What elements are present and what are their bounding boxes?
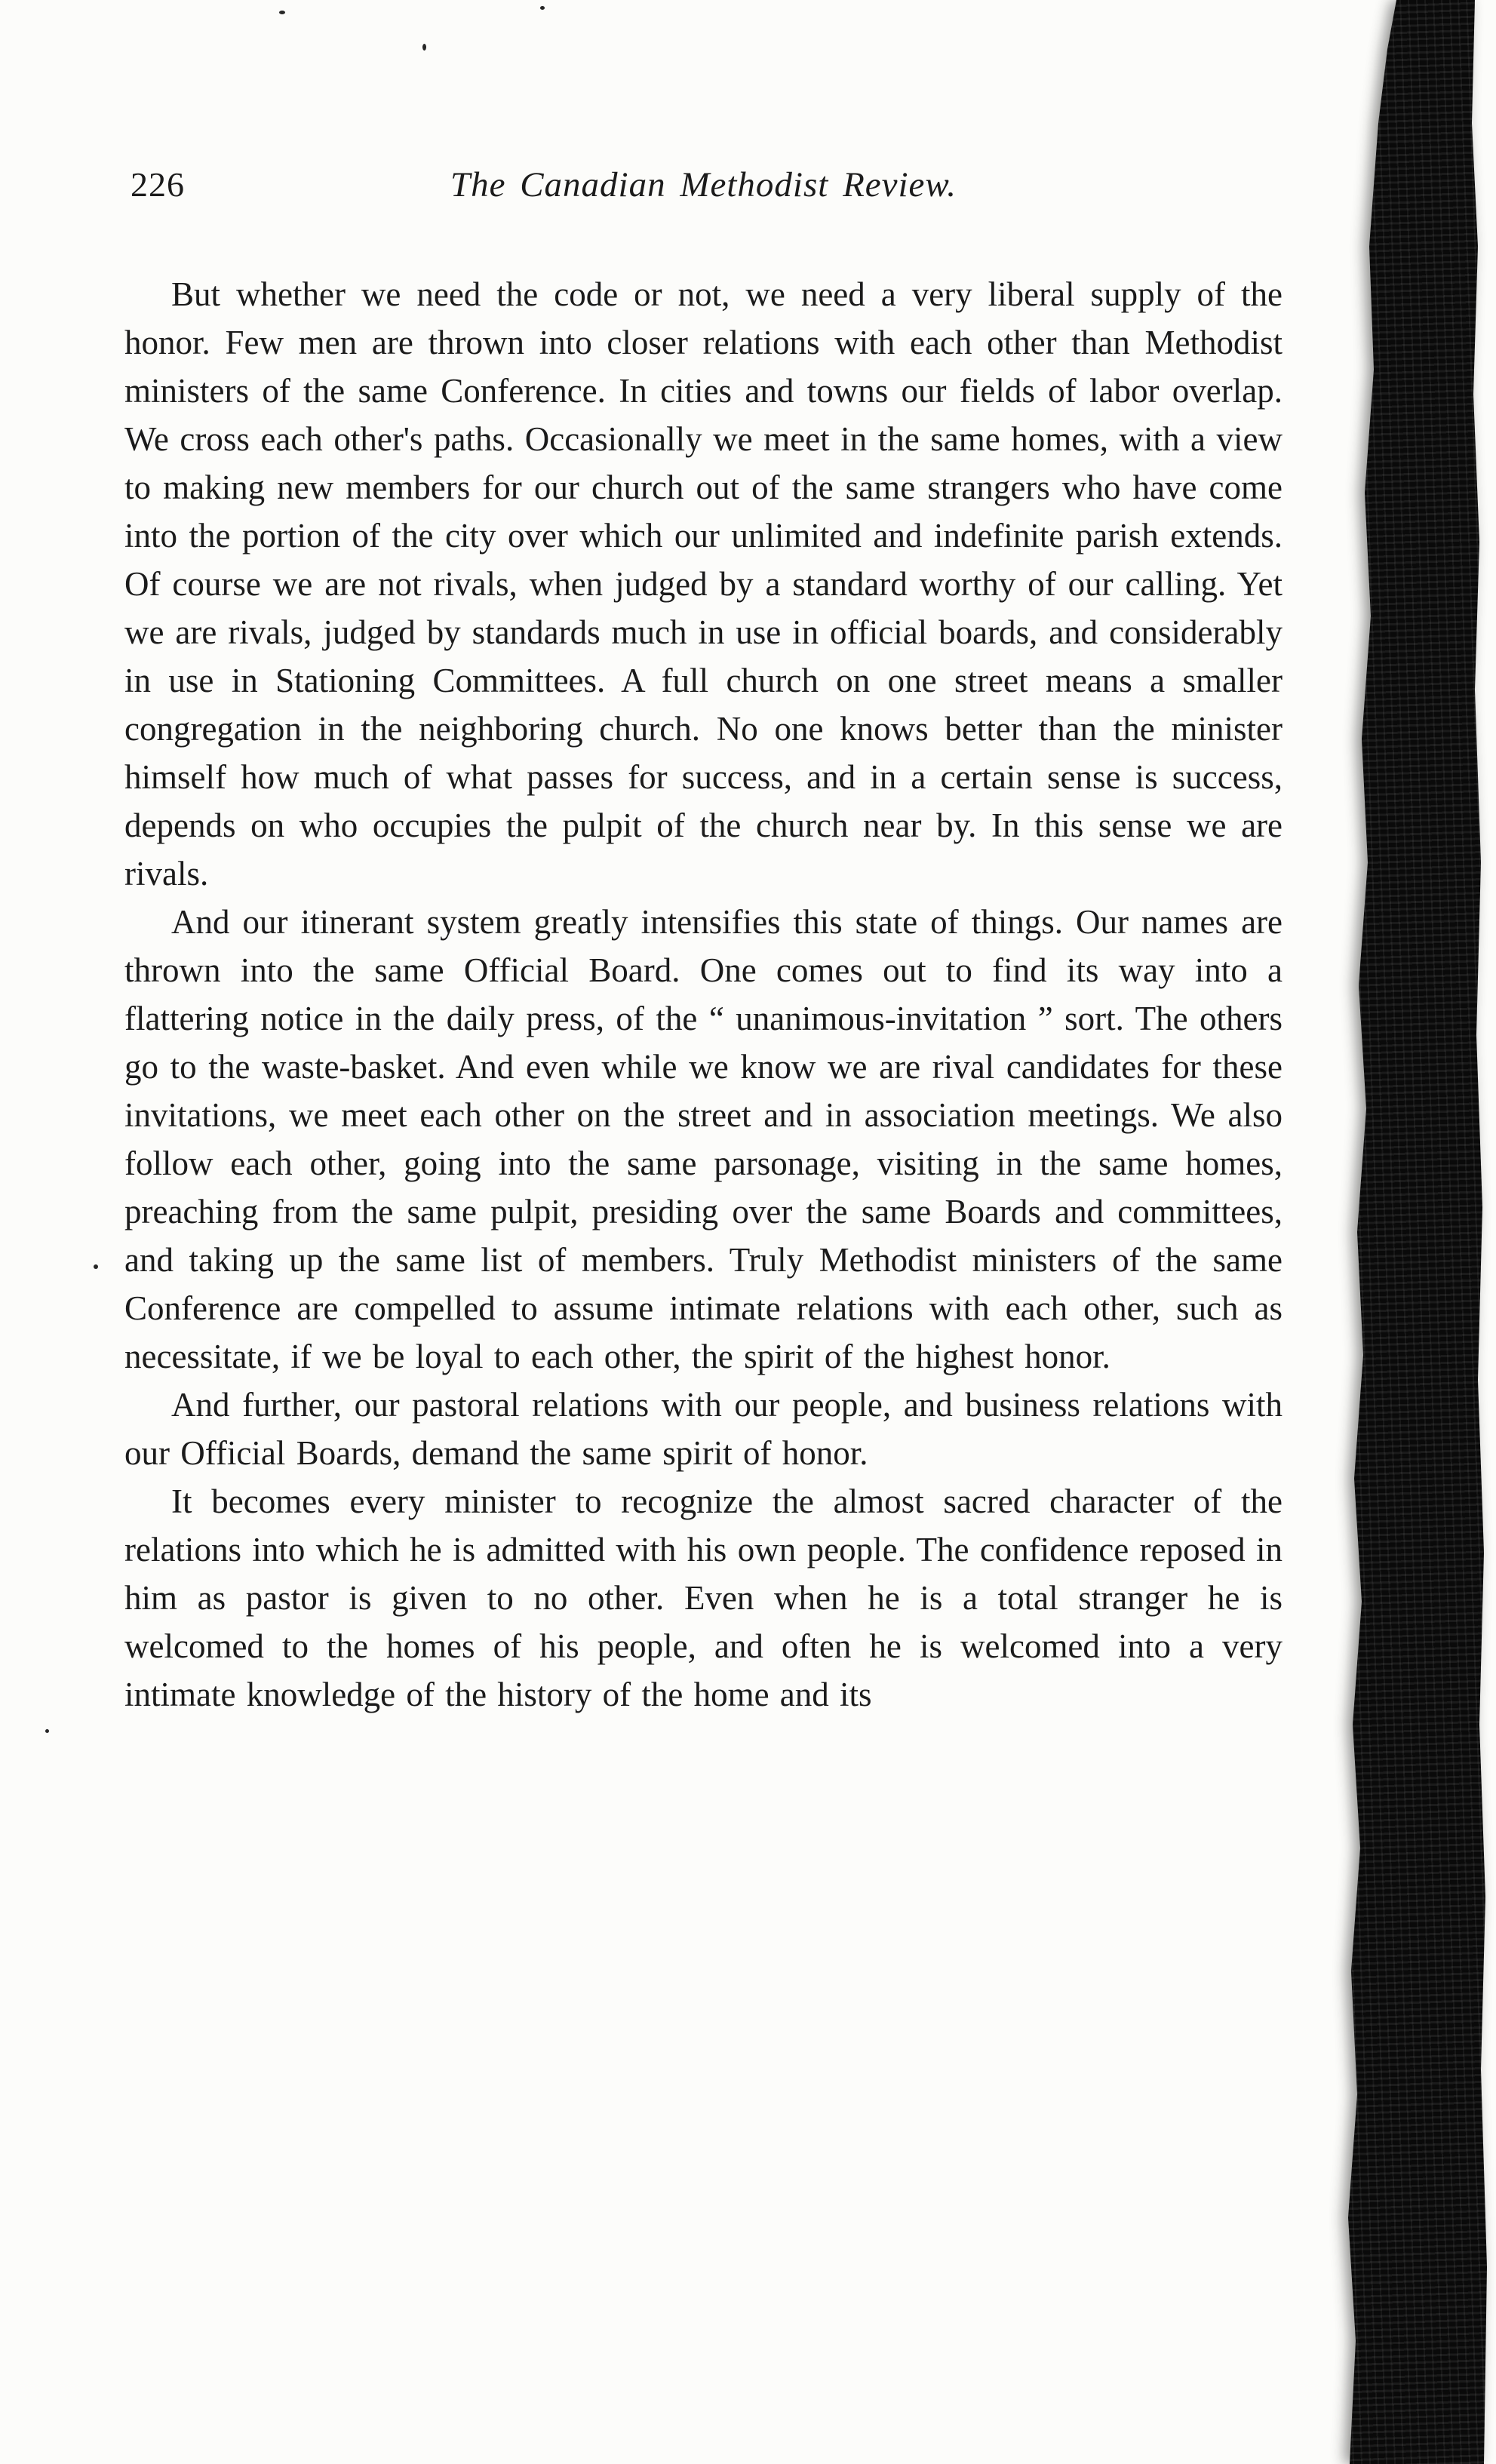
- text-block: [124, 164, 1283, 1719]
- book-gutter-shadow: [1270, 0, 1496, 2464]
- scan-speck: [45, 1729, 49, 1733]
- scan-speck: [94, 1264, 98, 1269]
- body-text: [124, 270, 1283, 1719]
- page-header: [124, 164, 1283, 217]
- running-title: The Canadian Methodist Review.: [450, 165, 957, 204]
- paragraph: And further, our pastoral relations with our people, and business relations with our Official Boards, demand the same spirit of honor.: [124, 1386, 1283, 1472]
- scan-speck: [422, 44, 426, 51]
- scan-gutter-band: [1336, 0, 1487, 2464]
- scan-speck: [279, 11, 285, 14]
- paragraph: It becomes every minister to recognize the almost sacred character of the relations into which he is admitted with his own people. The confidence reposed in him as pastor is given to no other. Even when he is a total stranger he is welcomed to the homes of his people, and often he is welcomed into a very intimate knowledge of the history of the home and its: [124, 1482, 1283, 1713]
- page-number: 226: [131, 165, 185, 204]
- scan-speck: [540, 6, 545, 10]
- paragraph: But whether we need the code or not, we need a very liberal supply of the honor. Few men are thrown into closer relations with each other than Methodist ministers of the same Conference. In cities and towns our fields of labor overlap. We cross each other's paths. Occasionally we meet in the same homes, with a view to making new members for our church out of the same strangers who have come into the portion of the city over which our unlimited and indefinite parish extends. Of course we are not rivals, when judged by a standard worthy of our calling. Yet we are rivals, judged by standards much in use in official boards, and considerably in use in Stationing Committees. A full church on one street means a smaller congregation in the neighboring church. No one knows better than the minister himself how much of what passes for success, and in a certain sense is success, depends on who occupies the pulpit of the church near by. In this sense we are rivals.: [124, 275, 1283, 893]
- paragraph: And our itinerant system greatly intensifies this state of things. Our names are thrown into the same Official Board. One comes out to find its way into a flattering notice in the daily press, of the “ unanimous-invitation ” sort. The others go to the waste-basket. And even while we know we are rival candidates for these invitations, we meet each other on the street and in association meetings. We also follow each other, going into the same parsonage, visiting in the same homes, preaching from the same pulpit, presiding over the same Boards and committees, and taking up the same list of members. Truly Methodist ministers of the same Conference are compelled to assume intimate relations with each other, such as necessitate, if we be loyal to each other, the spirit of the highest honor.: [124, 903, 1283, 1375]
